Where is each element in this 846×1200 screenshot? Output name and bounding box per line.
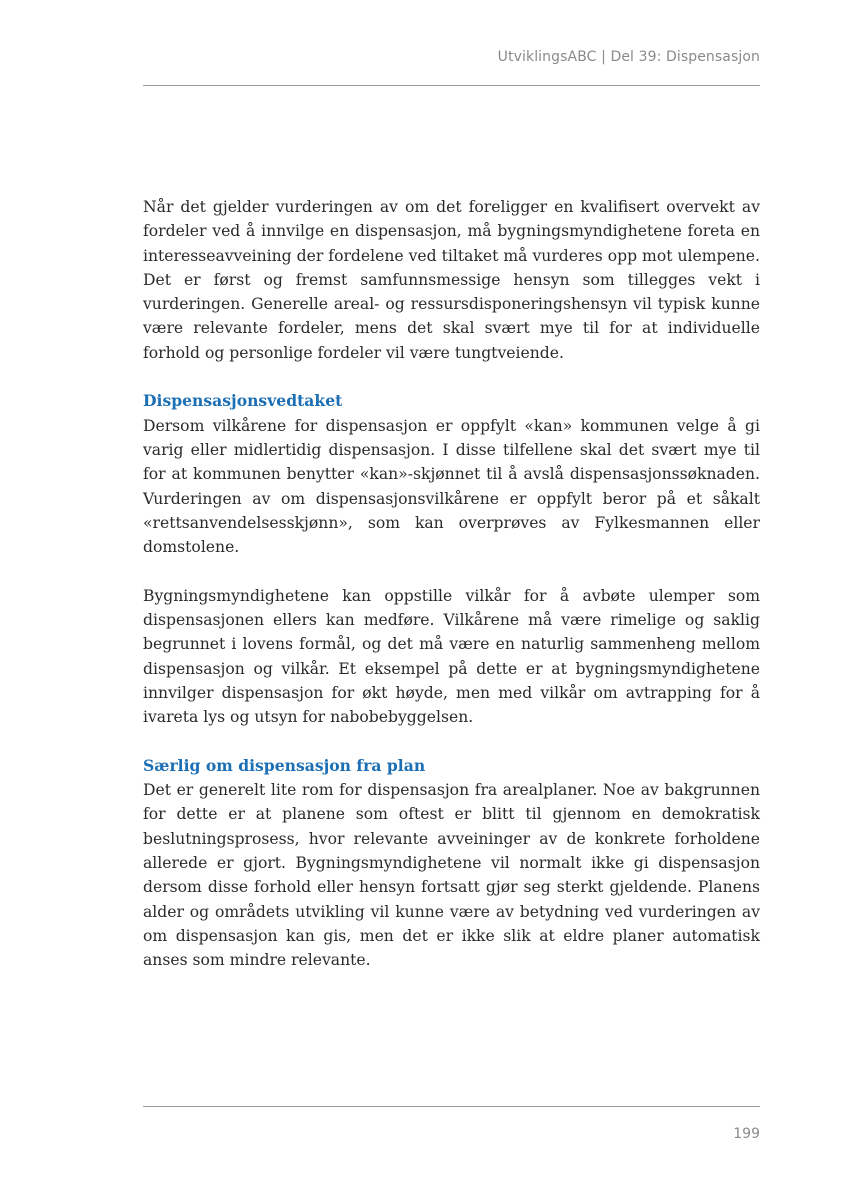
section-heading: Særlig om dispensasjon fra plan <box>143 755 426 775</box>
paragraph: Når det gjelder vurderingen av om det foreligger en kvalifisert overvekt av fordeler ved å innvilge en dispensasjon, må bygningsmyndighetene foreta en interesseavveining der fordelene ved tiltaket må vurderes opp mot ulempene. Det er først og fremst samfunnsmessige hensyn som tillegges vekt i vurderingen. Generelle areal- og ressursdisponeringshensyn vil typisk kunne være relevante fordeler, mens det skal svært mye til for at individuelle forhold og personlige fordeler vil være tungtveiende. <box>143 198 760 362</box>
header-divider <box>143 85 760 86</box>
body-text <box>143 195 760 997</box>
running-header: UtviklingsABC | Del 39: Dispensasjon <box>497 49 760 65</box>
section-heading: Dispensasjonsvedtaket <box>143 391 343 411</box>
paragraph: Det er generelt lite rom for dispensasjon fra arealplaner. Noe av bakgrunnen for dette er at planene som oftest er blitt til gjennom en demokratisk beslutningsprosess, hvor relevante avveininger av de konkrete forholdene allerede er gjort. Bygningsmyndighetene vil normalt ikke gi dispensasjon dersom disse forhold eller hensyn fortsatt gjør seg sterkt gjeldende. Planens alder og områdets utvikling vil kunne være av betydning ved vurderingen av om dispensasjon kan gis, men det er ikke slik at eldre planer automatisk anses som mindre relevante. <box>143 781 760 970</box>
page-number: 199 <box>733 1126 760 1142</box>
footer-divider <box>143 1106 760 1107</box>
paragraph: Bygningsmyndighetene kan oppstille vilkår for å avbøte ulemper som dispensasjonen ellers kan medføre. Vilkårene må være rimelige og saklig begrunnet i lovens formål, og det må være en naturlig sammenheng mellom dispensasjon og vilkår. Et eksempel på dette er at bygningsmyndighetene innvilger dispensasjon for økt høyde, men med vilkår om avtrapping for å ivareta lys og utsyn for nabobebyggelsen. <box>143 586 760 727</box>
paragraph: Dersom vilkårene for dispensasjon er oppfylt «kan» kommunen velge å gi varig eller midlertidig dispensasjon. I disse tilfellene skal det svært mye til for at kommunen benytter «kan»-skjønnet til å avslå dispensasjonssøknaden. Vurderingen av om dispensasjonsvilkårene er oppfylt beror på et såkalt «rettsanvendelsesskjønn», som kan overprøves av Fylkesmannen eller domstolene. <box>143 416 760 557</box>
